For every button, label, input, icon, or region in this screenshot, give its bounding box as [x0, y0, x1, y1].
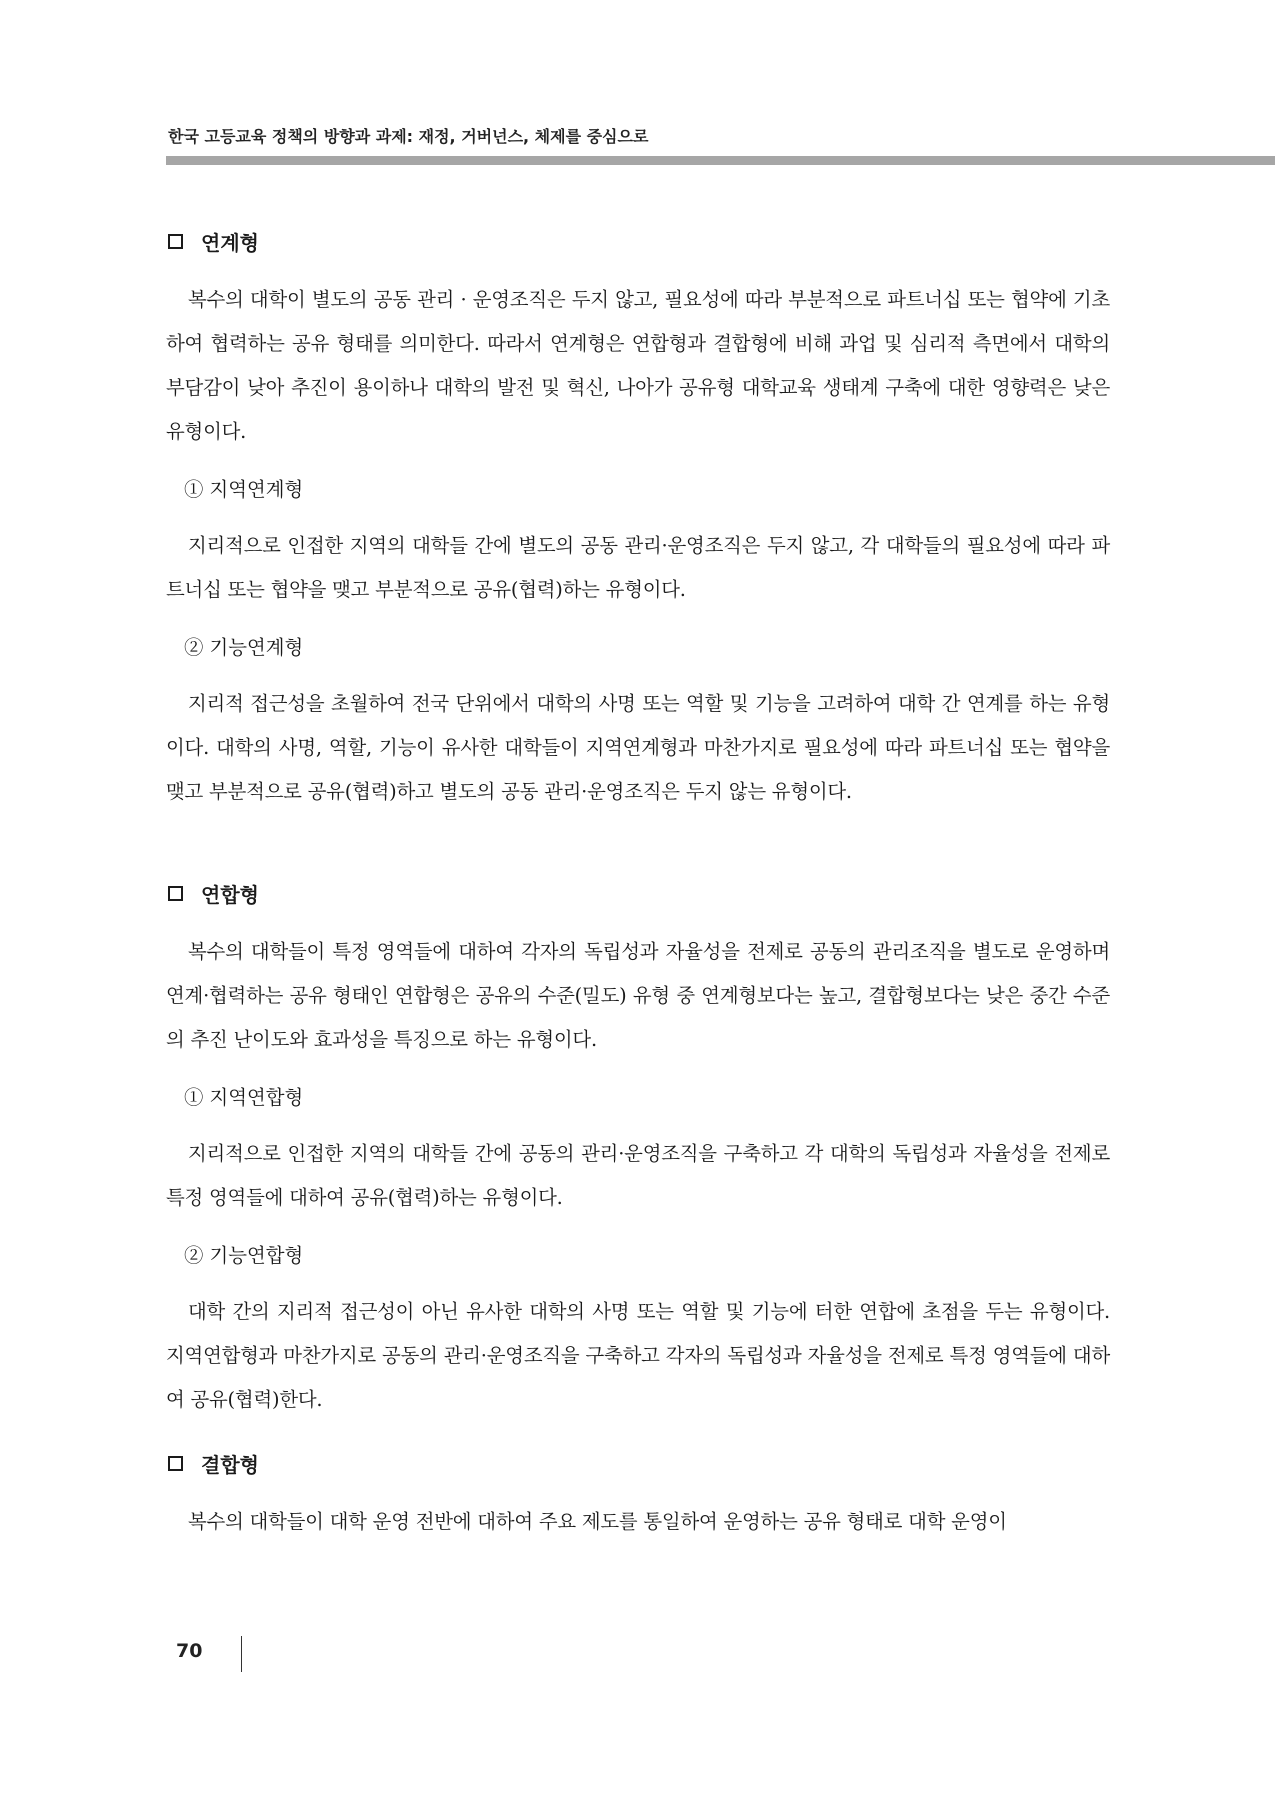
header-rule [166, 156, 1275, 165]
footer-rule [241, 1636, 242, 1672]
section-intro: 복수의 대학이 별도의 공동 관리 · 운영조직은 두지 않고, 필요성에 따라 부분적으로 파트너십 또는 협약에 기초하여 협력하는 공유 형태를 의미한다. 따라서 연계형은 연합형과 결합형에 비해 과업 및 심리적 측면에서 대학의 부담감이 낮아 추진이 용이하나 대학의 발전 및 혁신, 나아가 공유형 대학교육 생태계 구축에 대한 영향력은 낮은 유형이다. [166, 288, 1110, 443]
section-intro: 복수의 대학들이 대학 운영 전반에 대하여 주요 제도를 통일하여 운영하는 공유 형태로 대학 운영이 [188, 1510, 1007, 1533]
subsection-text: 지리적 접근성을 초월하여 전국 단위에서 대학의 사명 또는 역할 및 기능을 고려하여 대학 간 연계를 하는 유형이다. 대학의 사명, 역할, 기능이 유사한 대학들이 지역연계형과 마찬가지로 필요성에 따라 파트너십 또는 협약을 맺고 부분적으로 공유(협력)하고 별도의 공동 관리·운영조직은 두지 않는 유형이다. [166, 692, 1110, 803]
section-heading [166, 1444, 1110, 1482]
page-number: 70 [176, 1640, 203, 1662]
subsection-title: ① 지역연계형 [184, 478, 304, 501]
subsection-text: 지리적으로 인접한 지역의 대학들 간에 공동의 관리·운영조직을 구축하고 각 대학의 독립성과 자율성을 전제로 특정 영역들에 대하여 공유(협력)하는 유형이다. [166, 1142, 1110, 1209]
section-title: 결합형 [201, 1452, 259, 1477]
checkbox-bullet-icon [168, 886, 183, 901]
section-federated [166, 874, 1110, 1422]
section-linked [166, 222, 1110, 814]
running-header: 한국 고등교육 정책의 방향과 과제: 재정, 거버넌스, 체제를 중심으로 [168, 127, 649, 146]
section-intro: 복수의 대학들이 특정 영역들에 대하여 각자의 독립성과 자율성을 전제로 공동의 관리조직을 별도로 운영하며 연계·협력하는 공유 형태인 연합형은 공유의 수준(밀도) 유형 중 연계형보다는 높고, 결합형보다는 낮은 중간 수준의 추진 난이도와 효과성을 특징으로 하는 유형이다. [166, 940, 1110, 1051]
checkbox-bullet-icon [168, 1456, 183, 1471]
subsection-text: 대학 간의 지리적 접근성이 아닌 유사한 대학의 사명 또는 역할 및 기능에 터한 연합에 초점을 두는 유형이다. 지역연합형과 마찬가지로 공동의 관리·운영조직을 구축하고 각자의 독립성과 자율성을 전제로 특정 영역들에 대하여 공유(협력)한다. [166, 1300, 1110, 1411]
subsection-title: ② 기능연계형 [184, 636, 304, 659]
checkbox-bullet-icon [168, 234, 183, 249]
section-title: 연합형 [201, 882, 259, 907]
section-combined [166, 1444, 1110, 1544]
section-title: 연계형 [201, 230, 259, 255]
subsection-title: ② 기능연합형 [184, 1244, 304, 1267]
section-heading [166, 874, 1110, 912]
subsection-text: 지리적으로 인접한 지역의 대학들 간에 별도의 공동 관리·운영조직은 두지 않고, 각 대학들의 필요성에 따라 파트너십 또는 협약을 맺고 부분적으로 공유(협력)하는 유형이다. [166, 534, 1110, 601]
subsection-title: ① 지역연합형 [184, 1086, 304, 1109]
section-heading [166, 222, 1110, 260]
page-body [166, 222, 1110, 1544]
